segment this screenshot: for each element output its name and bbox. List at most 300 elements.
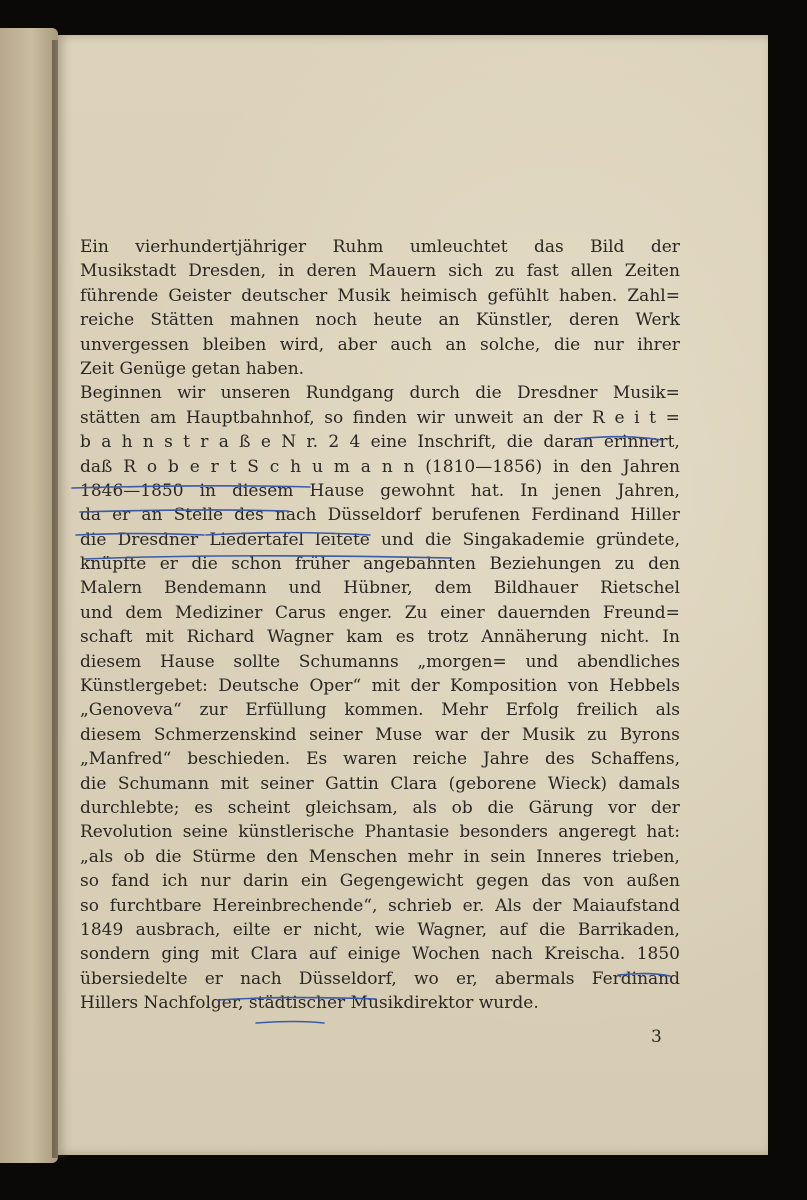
word: h [290,456,302,477]
word: der [480,724,510,745]
word: in [199,480,217,501]
word: berufenen [431,505,521,526]
word: schrieb [388,895,452,916]
word: der [532,895,562,916]
word: jenen [554,480,602,501]
word: deren [306,261,357,282]
word: „als [80,846,114,867]
word: besonders [459,822,548,843]
word: die [475,383,502,404]
word: der [650,797,680,818]
word: Als [495,895,522,916]
text-line [80,869,680,893]
word: Menschen [308,846,398,867]
word: den [580,456,613,477]
word: Gärung [528,797,594,818]
word: freilich [576,700,638,721]
word: führende [80,285,159,306]
word: von [567,676,599,697]
word: reiche [412,749,468,770]
word: am [149,407,177,428]
word: deren [569,310,620,331]
text-line [80,284,680,308]
text-line [80,772,680,796]
text-line [80,430,680,454]
word: der [553,407,583,428]
word: mit [210,944,240,965]
word: Hause [159,651,215,672]
word: enger. [338,602,393,623]
word: Hereinbrechende“, [212,895,378,916]
text-line [80,698,680,722]
word: noch [315,310,358,331]
word: die [80,773,107,794]
text-line [80,625,680,649]
word: in [552,456,570,477]
word: r [210,456,219,477]
text-line [80,552,680,576]
word: Kreischa. [544,944,626,965]
word: i [634,407,640,428]
word: nur [593,334,624,355]
word: dem [434,578,472,599]
word: Rundgang [305,383,395,404]
word: und [381,529,414,550]
word: 1846—1850 [80,480,184,501]
text-line [80,381,680,405]
word: Werk [635,310,680,331]
word: Byrons [619,724,680,745]
word: Zahl= [627,285,680,306]
word: „Manfred“ [80,749,172,770]
word: Dresdner [117,529,199,550]
word: diesem [80,651,142,672]
word: Schaffens, [590,749,680,770]
word: das [534,237,564,257]
text-line [80,357,680,381]
word: als [412,797,437,818]
word: es [194,797,214,818]
word: als [655,700,680,721]
word: nach [240,968,282,989]
word: (geborene [448,773,537,794]
word: deutscher [241,285,328,306]
word: daß [80,456,113,477]
word: wird, [279,334,325,355]
word: Dresden, [188,261,267,282]
word: dem [125,602,163,623]
word: den [266,846,299,867]
word: Erfolg [505,700,559,721]
word: Wagner, [417,919,488,940]
word: e [260,432,271,453]
word: Bildhauer [493,578,579,599]
text-line [80,576,680,600]
word: seine [182,822,228,843]
text-line [80,967,680,991]
text-line [80,308,680,332]
word: Rietschel [600,578,680,599]
word: darin [242,871,289,892]
word: Gegengewicht [339,871,464,892]
word: S [247,456,259,477]
word: Hauptbahnhof, [185,407,315,428]
word: unweit [454,407,514,428]
word: sich [448,261,483,282]
word: leitete [315,529,370,550]
word: er, [455,968,478,989]
word: früher [295,554,350,575]
word: zu [494,261,515,282]
word: daran [543,432,594,453]
word: Schumanns [298,651,399,672]
word: 4 [349,432,361,453]
word: c [269,456,280,477]
word: R [592,407,605,428]
line-text: Zeit Genüge getan haben. [80,358,305,379]
word: die [539,919,566,940]
word: außen [626,871,680,892]
word: kam [346,627,383,648]
word: nach [491,944,533,965]
word: Wagner [267,627,334,648]
word: angebahnten [363,554,476,575]
word: „Genoveva“ [80,700,182,721]
text-line [80,845,680,869]
word: Bendemann [164,578,267,599]
word: so [324,407,344,428]
word: heute [373,310,423,331]
word: trieben, [612,846,680,867]
word: vierhundertjähriger [135,237,307,257]
word: aber [337,334,377,355]
word: durchlebte; [80,797,180,818]
word: Singakademie [462,529,585,550]
word: bleiben [202,334,267,355]
word: Mauern [368,261,437,282]
word: Düsseldorf, [298,968,397,989]
word: t [649,407,656,428]
word: ob [451,797,473,818]
word: scheint [227,797,291,818]
word: haben. [558,285,618,306]
word: finden [352,407,407,428]
text-line [80,235,680,259]
line-text: Hillers Nachfolger, städtischer Musikdirektor wurde. [80,993,539,1014]
word: in [463,846,480,867]
word: s [164,432,173,453]
word: Es [306,749,328,770]
word: Revolution [80,822,173,843]
word: (1810—1856) [425,456,543,477]
word: und [80,602,113,623]
word: des [234,505,264,526]
word: diesem [232,480,294,501]
word: durch [409,383,460,404]
word: sein [490,846,526,867]
word: erinnert, [603,432,680,453]
word: mit [220,773,249,794]
word: „morgen= [417,651,507,672]
word: einer [440,602,485,623]
word: Hause [309,480,365,501]
word: allen [570,261,613,282]
word: Musik= [612,383,680,404]
word: der [410,676,440,697]
word: Mehr [441,700,488,721]
word: Musik [337,285,391,306]
word: Ferdinand [531,505,620,526]
word: Künstler, [475,310,553,331]
word: R [123,456,137,477]
word: Stürme [192,846,256,867]
word: seiner [260,773,314,794]
word: auch [390,334,432,355]
word: nach [274,505,317,526]
text-line [80,259,680,283]
word: b [80,432,91,453]
word: Ferdinand [591,968,680,989]
word: Freund= [602,602,680,623]
word: t [229,456,237,477]
word: Geister [168,285,232,306]
word: Oper“ [309,676,362,697]
word: er [282,919,302,940]
word: r [200,432,209,453]
word: zu [587,724,608,745]
word: t [183,432,190,453]
word: übersiedelte [80,968,188,989]
word: Barrikaden, [577,919,680,940]
word: ich [162,871,188,892]
text-line [80,991,680,1015]
underline-stadtischer [256,1022,324,1024]
word: mahnen [229,310,300,331]
word: 1849 [80,919,124,940]
word: Jahren, [617,480,680,501]
word: nicht, [313,919,363,940]
word: die [553,334,581,355]
text-line [80,747,680,771]
book-page [58,35,768,1155]
word: eilte [232,919,271,940]
word: o [146,456,158,477]
word: auf [499,919,527,940]
word: kommen. [344,700,424,721]
word: den [648,554,680,575]
text-line [80,674,680,698]
word: schaft [80,627,133,648]
word: trotz [427,627,469,648]
word: er [159,554,178,575]
word: Annäherung [481,627,588,648]
word: Deutsche [218,676,300,697]
word: die [487,797,514,818]
word: a [218,432,229,453]
word: fast [526,261,559,282]
word: unvergessen [80,334,190,355]
word: m [333,456,350,477]
word: In [662,627,680,648]
word: abendliches [576,651,680,672]
word: des [544,749,575,770]
word: Mediziner [175,602,263,623]
word: Clara [250,944,298,965]
word: die [425,529,452,550]
word: e [614,407,625,428]
word: Hebbels [609,676,680,697]
word: und [288,578,322,599]
word: Schumann [117,773,210,794]
word: Bild [590,237,625,257]
word: Jahren [622,456,680,477]
text-line [80,796,680,820]
word: 2 [328,432,340,453]
word: gegen [475,871,529,892]
word: damals [618,773,680,794]
word: Richard [186,627,255,648]
left-page-edge [0,28,58,1163]
word: In [520,480,538,501]
word: wir [177,383,206,404]
word: Dresdner [516,383,598,404]
word: stätten [80,407,141,428]
word: Ruhm [332,237,384,257]
word: gewohnt [380,480,455,501]
word: wo [413,968,439,989]
word: n [381,456,393,477]
text-line [80,406,680,430]
word: Stätten [150,310,214,331]
word: 1850 [636,944,680,965]
word: u [311,456,323,477]
word: = [665,407,680,428]
word: waren [343,749,397,770]
word: und [525,651,559,672]
word: ein [300,871,328,892]
word: gefühlt [487,285,549,306]
word: r. [306,432,319,453]
word: Muse [375,724,423,745]
word: furchtbare [109,895,202,916]
word: Ein [80,237,109,257]
word: Zu [404,602,428,623]
word: wir [416,407,445,428]
word: einige [347,944,401,965]
word: auf [308,944,337,965]
word: a [101,432,112,453]
word: es [395,627,415,648]
word: Musik [521,724,575,745]
word: N [281,432,297,453]
word: unseren [220,383,291,404]
word: wie [374,919,405,940]
text-line [80,918,680,942]
word: ihrer [637,334,680,355]
word: abermals [494,968,575,989]
text-line [80,601,680,625]
word: Inneres [536,846,602,867]
word: an [141,505,163,526]
word: angeregt [558,822,637,843]
word: das [541,871,571,892]
word: Carus [274,602,326,623]
word: dauernden [497,602,591,623]
text-line [80,455,680,479]
word: da [80,505,102,526]
word: Komposition [450,676,558,697]
word: war [434,724,468,745]
word: solche, [480,334,541,355]
word: ging [161,944,200,965]
word: zur [199,700,228,721]
word: diesem [80,724,142,745]
word: hat: [646,822,680,843]
word: er [204,968,223,989]
word: sondern [80,944,150,965]
word: Jahre [482,749,530,770]
text-line [80,650,680,674]
word: umleuchtet [409,237,508,257]
word: er. [462,895,485,916]
word: Maiaufstand [572,895,680,916]
word: so [80,895,99,916]
word: ß [239,432,251,453]
word: zu [614,554,635,575]
word: Hiller [630,505,680,526]
word: an [445,334,467,355]
word: gleichsam, [305,797,398,818]
word: nur [200,871,231,892]
word: Beginnen [80,383,162,404]
page-number: 3 [651,1027,662,1047]
word: Zeiten [624,261,680,282]
word: e [189,456,200,477]
word: an [438,310,460,331]
word: Liedertafel [209,529,304,550]
word: Musikstadt [80,261,177,282]
word: Düsseldorf [327,505,421,526]
word: eine [370,432,408,453]
text-line [80,820,680,844]
word: gründete, [595,529,680,550]
word: Clara [390,773,438,794]
word: beschieden. [187,749,291,770]
word: schon [231,554,282,575]
word: h [121,432,133,453]
word: a [360,456,371,477]
word: b [167,456,179,477]
word: die [506,432,534,453]
word: Stelle [173,505,224,526]
word: heimisch [400,285,478,306]
text-line [80,503,680,527]
word: der [650,237,680,257]
text-line [80,894,680,918]
word: Erfüllung [245,700,327,721]
word: so [80,871,99,892]
word: Beziehungen [489,554,602,575]
word: vor [608,797,637,818]
word: Gattin [325,773,379,794]
word: an [522,407,544,428]
word: in [278,261,295,282]
word: von [583,871,615,892]
word: die [191,554,218,575]
word: reiche [80,310,135,331]
word: Schmerzenskind [153,724,297,745]
word: Wochen [411,944,480,965]
